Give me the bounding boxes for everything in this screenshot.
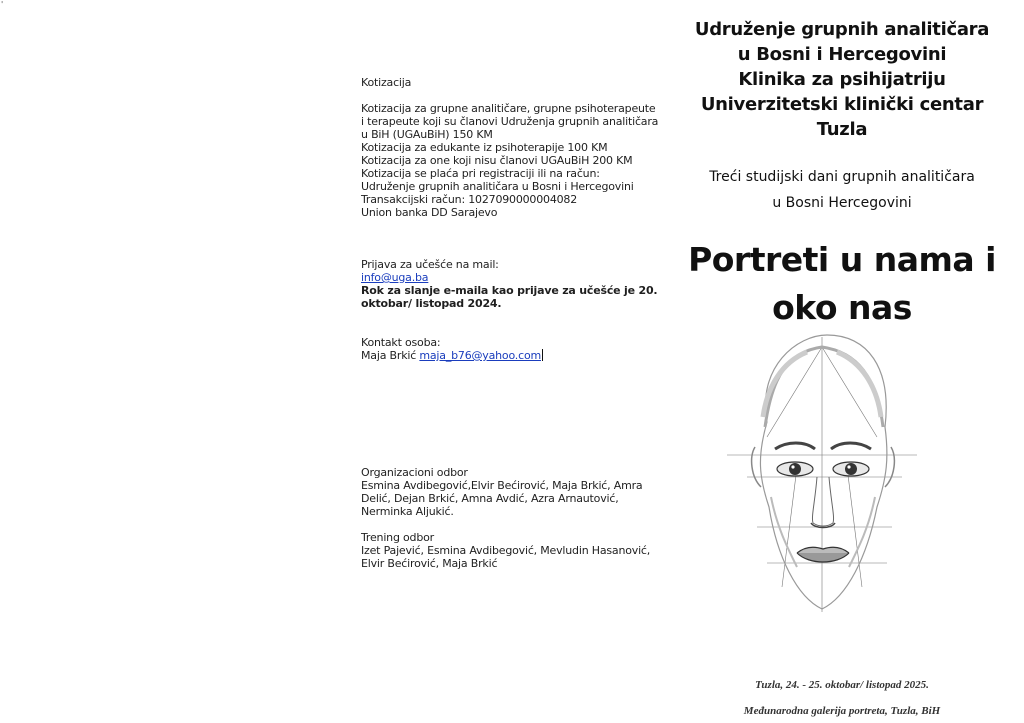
fee-details	[361, 102, 661, 219]
fee-line: Union banka DD Sarajevo	[361, 206, 498, 219]
fee-line: u BiH (UGAuBiH) 150 KM	[361, 128, 493, 141]
contact-name: Maja Brkić	[361, 349, 417, 362]
portrait-sketch-image	[727, 327, 917, 617]
org-committee-line: Nerminka Aljukić.	[361, 505, 454, 518]
org-committee-title: Organizacioni odbor	[361, 466, 468, 479]
org-committee-line: Esmina Avdibegović,Elvir Bećirović, Maja Brkić, Amra	[361, 479, 643, 492]
contact-email-link[interactable]: maja_b76@yahoo.com	[419, 349, 541, 362]
organizer-block	[684, 0, 1000, 142]
registration-label: Prijava za učešće na mail:	[361, 258, 499, 271]
training-committee-title: Trening odbor	[361, 531, 434, 544]
page-corner-mark: '	[1, 0, 4, 9]
face-sketch-icon	[727, 327, 917, 617]
training-committee-line: Elvir Bećirović, Maja Brkić	[361, 557, 498, 570]
event-venue: Međunarodna galerija portreta, Tuzla, BiH	[743, 705, 941, 717]
event-title-line: Portreti u nama i	[688, 240, 996, 279]
contact-row	[361, 349, 661, 362]
contact-label: Kontakt osoba:	[361, 336, 441, 349]
fee-line: Transakcijski račun: 1027090000004082	[361, 193, 578, 206]
fee-line: i terapeute koji su članovi Udruženja grupnih analitičara	[361, 115, 659, 128]
fee-line: Kotizacija za grupne analitičare, grupne psihoterapeute	[361, 102, 656, 115]
right-column	[684, 0, 1000, 332]
deadline-line: Rok za slanje e-maila kao prijave za učešće je 20.	[361, 284, 658, 297]
training-committee-line: Izet Pajević, Esmina Avdibegović, Mevludin Hasanović,	[361, 544, 651, 557]
organizer-line: Univerzitetski klinički centar Tuzla	[700, 94, 984, 140]
event-date: Tuzla, 24. - 25. oktobar/ listopad 2025.	[755, 679, 929, 691]
subtitle-block	[684, 142, 1000, 216]
fee-title: Kotizacija	[361, 76, 412, 89]
org-committee-line: Delić, Dejan Brkić, Amna Avdić, Azra Arnautović,	[361, 492, 619, 505]
fee-line: Kotizacija se plaća pri registraciji ili na račun:	[361, 167, 600, 180]
fee-line: Kotizacija za one koji nisu članovi UGAuBiH 200 KM	[361, 154, 633, 167]
subtitle-line: u Bosni Hercegovini	[772, 195, 912, 211]
event-title	[684, 216, 1000, 332]
fee-line: Udruženje grupnih analitičara u Bosni i Hercegovini	[361, 180, 634, 193]
text-cursor	[542, 349, 543, 361]
organizer-line: u Bosni i Hercegovini	[737, 44, 947, 65]
organizer-line: Klinika za psihijatriju	[738, 69, 946, 90]
organizer-line: Udruženje grupnih analitičara	[694, 19, 990, 40]
left-column	[361, 76, 661, 570]
registration-email-link[interactable]: info@uga.ba	[361, 271, 429, 284]
deadline-line: oktobar/ listopad 2024.	[361, 297, 502, 310]
subtitle-line: Treći studijski dani grupnih analitičara	[709, 169, 975, 185]
fee-line: Kotizacija za edukante iz psihoterapije 100 KM	[361, 141, 608, 154]
event-title-line: oko nas	[772, 288, 912, 327]
